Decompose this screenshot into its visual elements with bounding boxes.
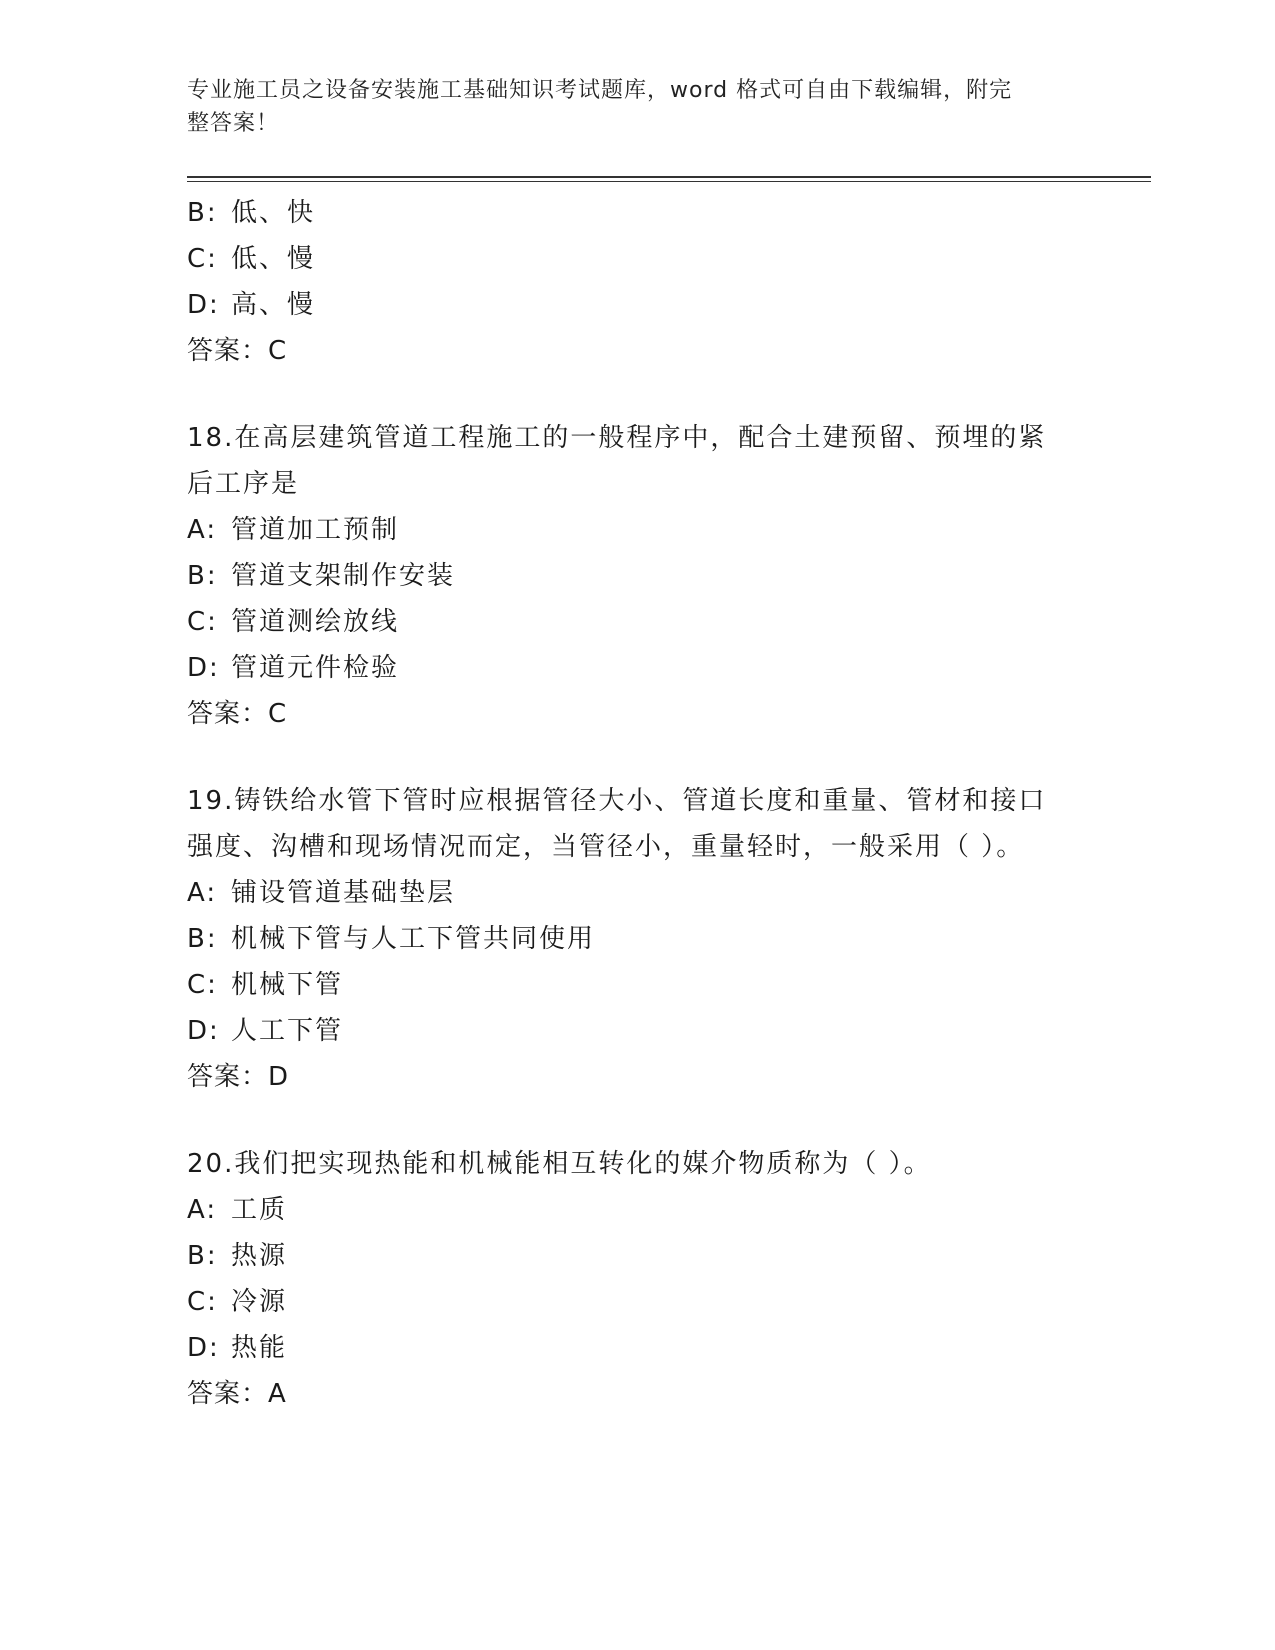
option-text: 热能	[231, 1333, 288, 1363]
option-key: B:	[187, 198, 218, 228]
option-text: 热源	[231, 1241, 288, 1271]
option-text: 机械下管与人工下管共同使用	[231, 924, 596, 954]
option-text: 铺设管道基础垫层	[231, 878, 456, 908]
option-b	[187, 1233, 1087, 1279]
option-key: B:	[187, 561, 218, 591]
option-d	[187, 282, 1087, 328]
option-key: A:	[187, 878, 218, 908]
answer-line: 答案：C	[187, 699, 288, 729]
option-key: C:	[187, 607, 218, 637]
option-key: A:	[187, 515, 218, 545]
question-20	[187, 1141, 1087, 1417]
document-body	[187, 190, 1087, 1417]
option-key: C:	[187, 1287, 218, 1317]
option-key: D:	[187, 1016, 220, 1046]
option-b	[187, 553, 1087, 599]
option-c	[187, 1279, 1087, 1325]
header-divider-thin	[187, 181, 1151, 182]
option-text: 高、慢	[231, 290, 316, 320]
option-a	[187, 870, 1087, 916]
option-text: 管道加工预制	[231, 515, 400, 545]
option-key: B:	[187, 1241, 218, 1271]
option-key: C:	[187, 244, 218, 274]
document-header	[187, 74, 1067, 140]
option-key: A:	[187, 1195, 218, 1225]
option-a	[187, 1187, 1087, 1233]
option-key: D:	[187, 290, 220, 320]
question-text-line-2: 后工序是	[187, 469, 300, 499]
option-key: D:	[187, 653, 220, 683]
question-18	[187, 415, 1087, 737]
header-title-line-1: 专业施工员之设备安装施工基础知识考试题库，word 格式可自由下载编辑，附完	[187, 78, 1013, 103]
option-text: 低、慢	[231, 244, 316, 274]
option-text: 冷源	[231, 1287, 288, 1317]
option-a	[187, 507, 1087, 553]
option-c	[187, 962, 1087, 1008]
option-key: C:	[187, 970, 218, 1000]
option-text: 人工下管	[231, 1016, 344, 1046]
answer-line: 答案：D	[187, 1062, 290, 1092]
option-text: 管道测绘放线	[231, 607, 400, 637]
header-title-line-2: 整答案！	[187, 111, 280, 136]
option-key: D:	[187, 1333, 220, 1363]
option-text: 管道支架制作安装	[231, 561, 456, 591]
option-c	[187, 599, 1087, 645]
option-d	[187, 645, 1087, 691]
option-c	[187, 236, 1087, 282]
answer-line: 答案：C	[187, 336, 288, 366]
answer-line: 答案：A	[187, 1379, 287, 1409]
option-text: 管道元件检验	[231, 653, 400, 683]
option-d	[187, 1325, 1087, 1371]
question-17-remainder	[187, 190, 1087, 374]
header-divider-thick	[187, 176, 1151, 178]
question-text-line-1: 19.铸铁给水管下管时应根据管径大小、管道长度和重量、管材和接口	[187, 786, 1047, 816]
question-19	[187, 778, 1087, 1100]
option-b	[187, 916, 1087, 962]
option-key: B:	[187, 924, 218, 954]
option-text: 工质	[231, 1195, 288, 1225]
option-b	[187, 190, 1087, 236]
option-text: 机械下管	[231, 970, 344, 1000]
question-text-line-1: 18.在高层建筑管道工程施工的一般程序中，配合土建预留、预埋的紧	[187, 423, 1047, 453]
question-text-line-2: 强度、沟槽和现场情况而定，当管径小，重量轻时，一般采用（ ）。	[187, 832, 1025, 862]
question-text-line-1: 20.我们把实现热能和机械能相互转化的媒介物质称为（ ）。	[187, 1149, 932, 1179]
option-d	[187, 1008, 1087, 1054]
option-text: 低、快	[231, 198, 316, 228]
